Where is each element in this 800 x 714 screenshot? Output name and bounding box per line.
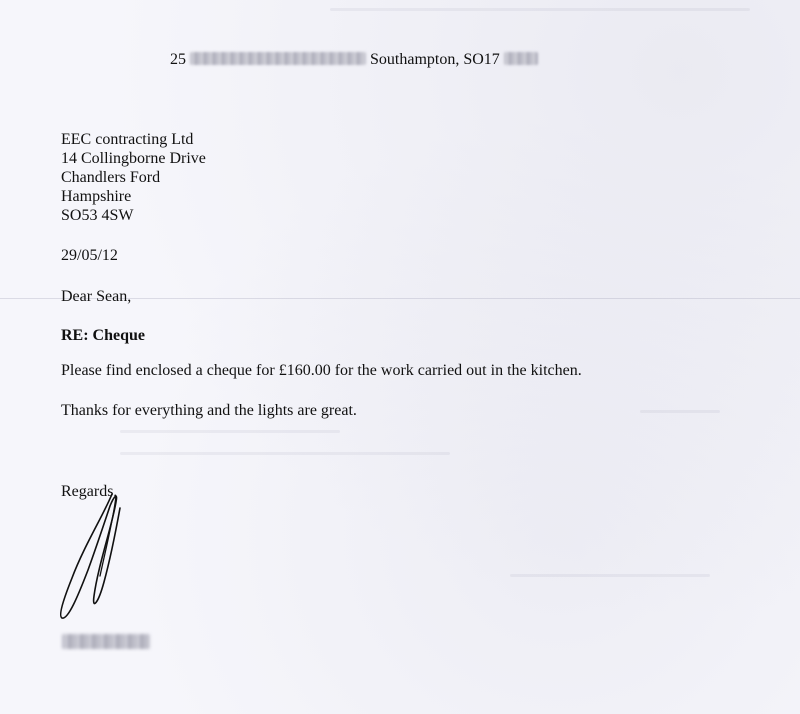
show-through-mark (120, 452, 450, 455)
salutation: Dear Sean, (61, 288, 132, 305)
closing: Regards, (61, 483, 118, 500)
body-paragraph: Please find enclosed a cheque for £160.00 for the work carried out in the kitchen. (61, 362, 582, 379)
recipient-county: Hampshire (61, 188, 132, 205)
handwritten-signature (54, 486, 134, 626)
recipient-company: EEC contracting Ltd (61, 131, 194, 148)
redacted-street (190, 52, 366, 65)
recipient-street: 14 Collingborne Drive (61, 150, 206, 167)
city-postcode: Southampton, SO17 (370, 51, 500, 68)
subject-line: RE: Cheque (61, 327, 146, 344)
redacted-postcode-suffix (504, 52, 538, 65)
show-through-mark (120, 430, 340, 433)
show-through-mark (330, 8, 750, 11)
body-paragraph: Thanks for everything and the lights are great. (61, 402, 357, 419)
recipient-postcode: SO53 4SW (61, 207, 134, 224)
sender-address (170, 50, 538, 70)
show-through-mark (510, 574, 710, 577)
show-through-mark (640, 410, 720, 413)
letter-date: 29/05/12 (61, 247, 118, 264)
house-number: 25 (170, 51, 186, 68)
recipient-town: Chandlers Ford (61, 169, 161, 186)
redacted-signatory-name (62, 634, 150, 649)
